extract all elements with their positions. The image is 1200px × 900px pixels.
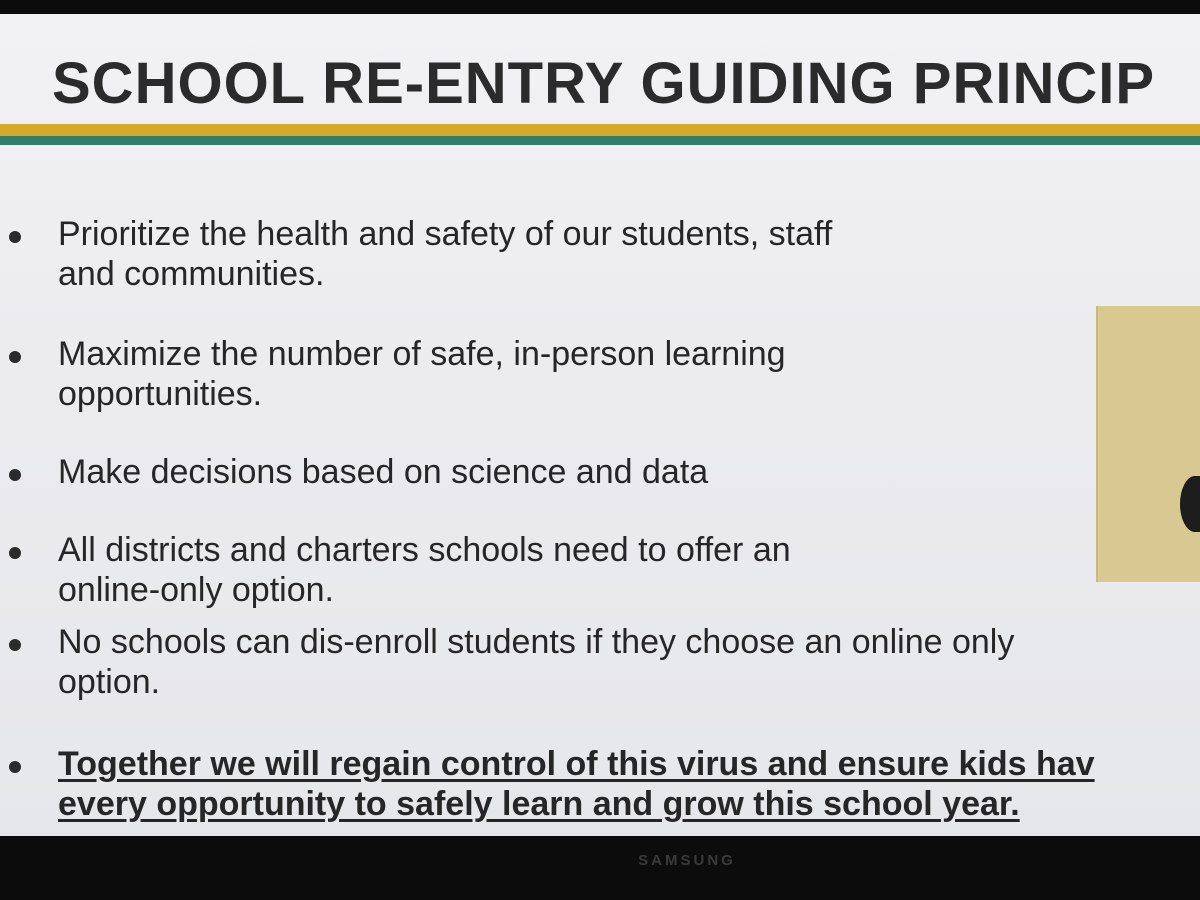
bullet-text: No schools can dis-enroll students if they choose an online only option. [58, 623, 1015, 701]
slide-title: SCHOOL RE-ENTRY GUIDING PRINCIP [52, 51, 1156, 116]
side-photo [1096, 306, 1200, 582]
bullet-text: Make decisions based on science and data [58, 453, 709, 491]
bullet-dot [9, 351, 21, 363]
bullet-text: Prioritize the health and safety of our students, staff and communities. [58, 215, 833, 293]
bullet-dot [9, 547, 21, 559]
bullet-text: Maximize the number of safe, in-person learning opportunities. [58, 335, 786, 413]
bullet-text-emphasis: Together we will regain control of this virus and ensure kids hav every opportunity to safely learn and grow this school year. [58, 745, 1095, 823]
slide-screen [0, 14, 1200, 836]
bullet-dot [9, 231, 21, 243]
bullet-dot [9, 639, 21, 651]
bullet-dot [9, 761, 21, 773]
title-rule-teal [0, 136, 1200, 145]
bullet-dot [9, 469, 21, 481]
tv-brand-logo: SAMSUNG [638, 852, 736, 869]
title-rule-yellow [0, 124, 1200, 136]
bullet-text: All districts and charters schools need to offer an online-only option. [58, 531, 791, 609]
